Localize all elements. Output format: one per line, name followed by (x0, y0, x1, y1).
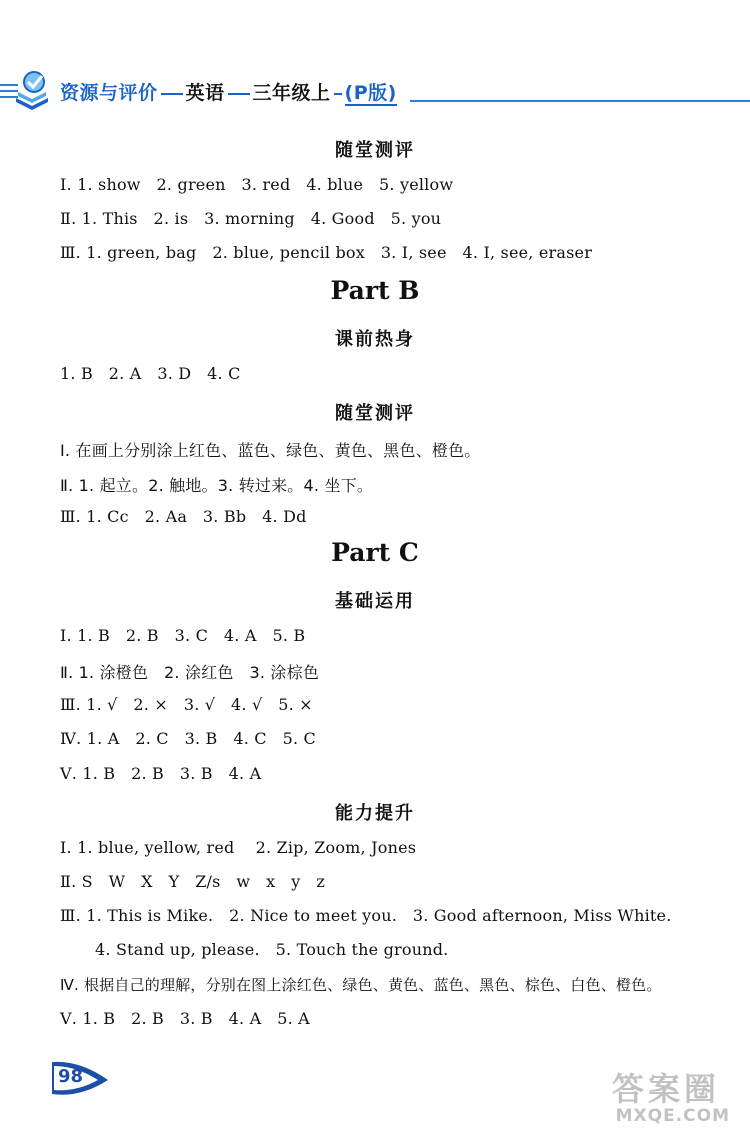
answer-line: Ⅱ. 1. This 2. is 3. morning 4. Good 5. you (60, 209, 442, 228)
answer-line: Ⅳ. 根据自己的理解，分别在图上涂红色、绿色、黄色、蓝色、黑色、棕色、白色、橙色。 (60, 976, 662, 994)
answer-line: Ⅰ. 1. blue, yellow, red 2. Zip, Zoom, Jones (60, 838, 417, 857)
header-brand: 资源与评价 (60, 82, 158, 104)
answer-line: Ⅲ. 1. green, bag 2. blue, pencil box 3. I, see 4. I, see, eraser (60, 243, 593, 262)
header-rule-right (410, 100, 750, 102)
answer-line: 1. B 2. A 3. D 4. C (60, 364, 241, 383)
answer-line: Ⅲ. 1. This is Mike. 2. Nice to meet you. 3. Good afternoon, Miss White. (60, 906, 672, 925)
answer-line: Ⅱ. 1. 起立。2. 触地。3. 转过来。4. 坐下。 (60, 476, 374, 495)
book-logo-icon (12, 68, 52, 112)
section-title: 基础运用 (335, 591, 415, 612)
answer-line: Ⅴ. 1. B 2. B 3. B 4. A (60, 764, 262, 783)
section-title: 随堂测评 (335, 140, 415, 161)
answer-line: Ⅰ. 1. B 2. B 3. C 4. A 5. B (60, 626, 306, 645)
header-title (60, 78, 397, 105)
answer-line: Ⅳ. 1. A 2. C 3. B 4. C 5. C (60, 729, 316, 748)
answer-line: Ⅲ. 1. Cc 2. Aa 3. Bb 4. Dd (60, 507, 307, 526)
answer-line: Ⅱ. 1. 涂橙色 2. 涂红色 3. 涂棕色 (60, 663, 320, 682)
header-edition: (P版) (344, 82, 397, 104)
page-number: 98 (58, 1066, 84, 1087)
header-subject: 英语 (185, 82, 225, 104)
page-header (0, 60, 750, 120)
header-grade: 三年级上 (252, 82, 331, 104)
part-title: Part C (331, 538, 419, 567)
answer-line: Ⅴ. 1. B 2. B 3. B 4. A 5. A (60, 1009, 310, 1028)
watermark-url: MXQE.COM (615, 1106, 730, 1126)
answer-line: 4. Stand up, please. 5. Touch the ground. (95, 940, 449, 959)
section-title: 随堂测评 (335, 403, 415, 424)
section-title: 能力提升 (335, 803, 415, 824)
watermark-logo: 答案圈 (611, 1070, 720, 1108)
section-title: 课前热身 (335, 329, 415, 350)
part-title: Part B (330, 276, 420, 305)
answer-line: Ⅲ. 1. √ 2. × 3. √ 4. √ 5. × (60, 695, 313, 714)
answer-line: Ⅰ. 在画上分别涂上红色、蓝色、绿色、黄色、黑色、橙色。 (60, 441, 481, 460)
answer-line: Ⅰ. 1. show 2. green 3. red 4. blue 5. yellow (60, 175, 454, 194)
answer-line: Ⅱ. S W X Y Z/s w x y z (60, 872, 325, 891)
